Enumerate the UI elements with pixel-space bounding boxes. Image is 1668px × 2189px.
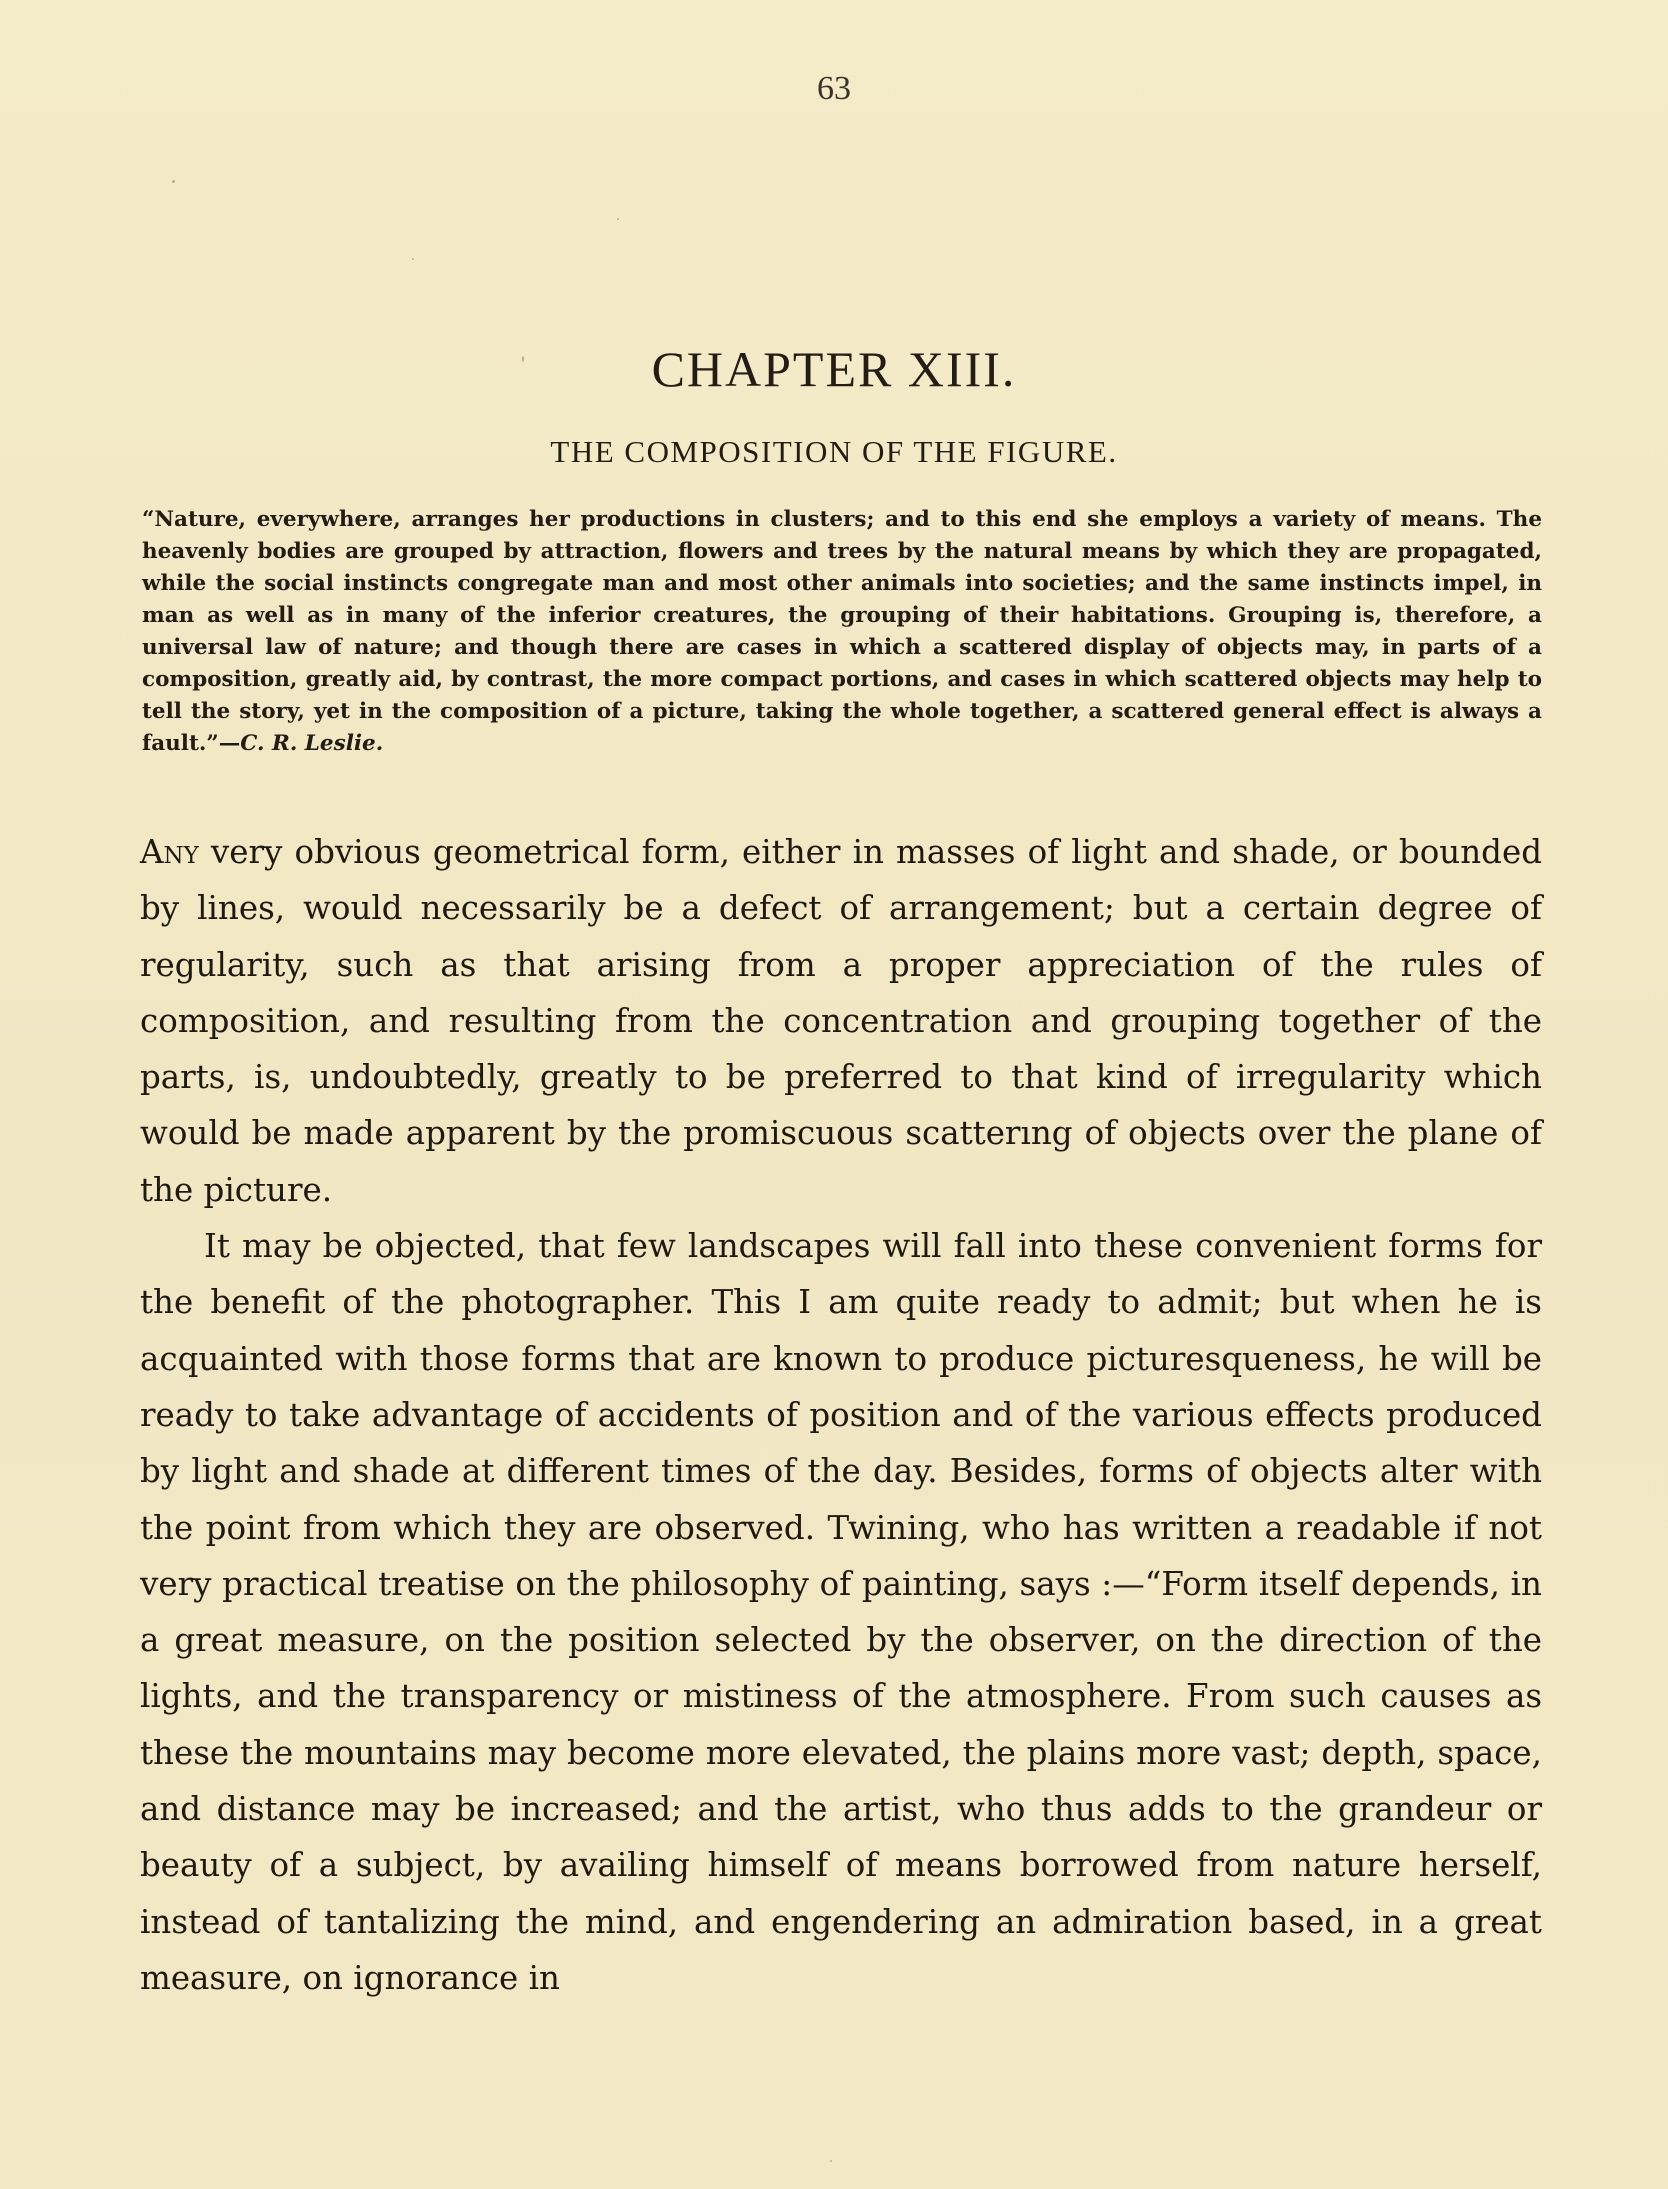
page-number: 63 [817,70,851,107]
paragraph-1 [140,824,1542,1218]
paper-speck [172,180,175,183]
epigraph-quote [142,504,1542,760]
chapter-subtitle: THE COMPOSITION OF THE FIGURE. [550,434,1118,469]
chapter-title: CHAPTER XIII. [651,341,1017,397]
epigraph-attribution: C. R. Leslie. [240,731,384,756]
paragraph-1-text: very obvious geometrical form, either in masses of light and shade, or bounded by lines, would necessarily be a defect of arrangement; but a certain degree of regularity, such as that arising from a proper appreciation of the rules of composition, and resulting from the concentration and grouping together of the parts, is, undoubtedly, greatly to be preferred to that kind of irregularity which would be made apparent by the promiscuous scatterıng of objects over the plane of the picture. [140,833,1542,1209]
paper-speck [412,258,414,260]
paper-speck [617,218,619,220]
paper-speck [830,2160,832,2162]
paragraph-1-lead: Any [140,833,199,871]
paper-speck [522,356,524,362]
body-text [140,824,1542,2006]
epigraph-text: “Nature, everywhere, arranges her productions in clusters; and to this end she employs a variety of means. The heavenly bodies are grouped by attraction, flowers and trees by the natural means by which they are propagated, while the social instincts congregate man and most other animals into societies; and the same instincts impel, in man as well as in many of the inferior creatures, the grouping of their habitations. Grouping is, therefore, a universal law of nature; and though there are cases in which a scattered display of objects may, in parts of a composition, greatly aid, by contrast, the more compact portions, and cases in which scattered objects may help to tell the story, yet in the composition of a picture, taking the whole together, a scattered general effect is always a fault.”— [142,507,1542,756]
paragraph-2: It may be objected, that few landscapes will fall into these convenient forms for the benefit of the photographer. This I am quite ready to admit; but when he is acquainted with those forms that are known to produce picturesqueness, he will be ready to take advantage of accidents of position and of the various effects produced by light and shade at different times of the day. Besides, forms of objects alter with the point from which they are observed. Twining, who has written a readable if not very practical treatise on the philosophy of painting, says :—“Form itself depends, in a great measure, on the position selected by the observer, on the direction of the lights, and the transparency or mistiness of the atmosphere. From such causes as these the mountains may become more elevated, the plains more vast; depth, space, and distance may be increased; and the artist, who thus adds to the grandeur or beauty of a subject, by availing himself of means borrowed from nature herself, instead of tantalizing the mind, and engendering an admiration based, in a great measure, on ignorance in [140,1227,1542,1997]
